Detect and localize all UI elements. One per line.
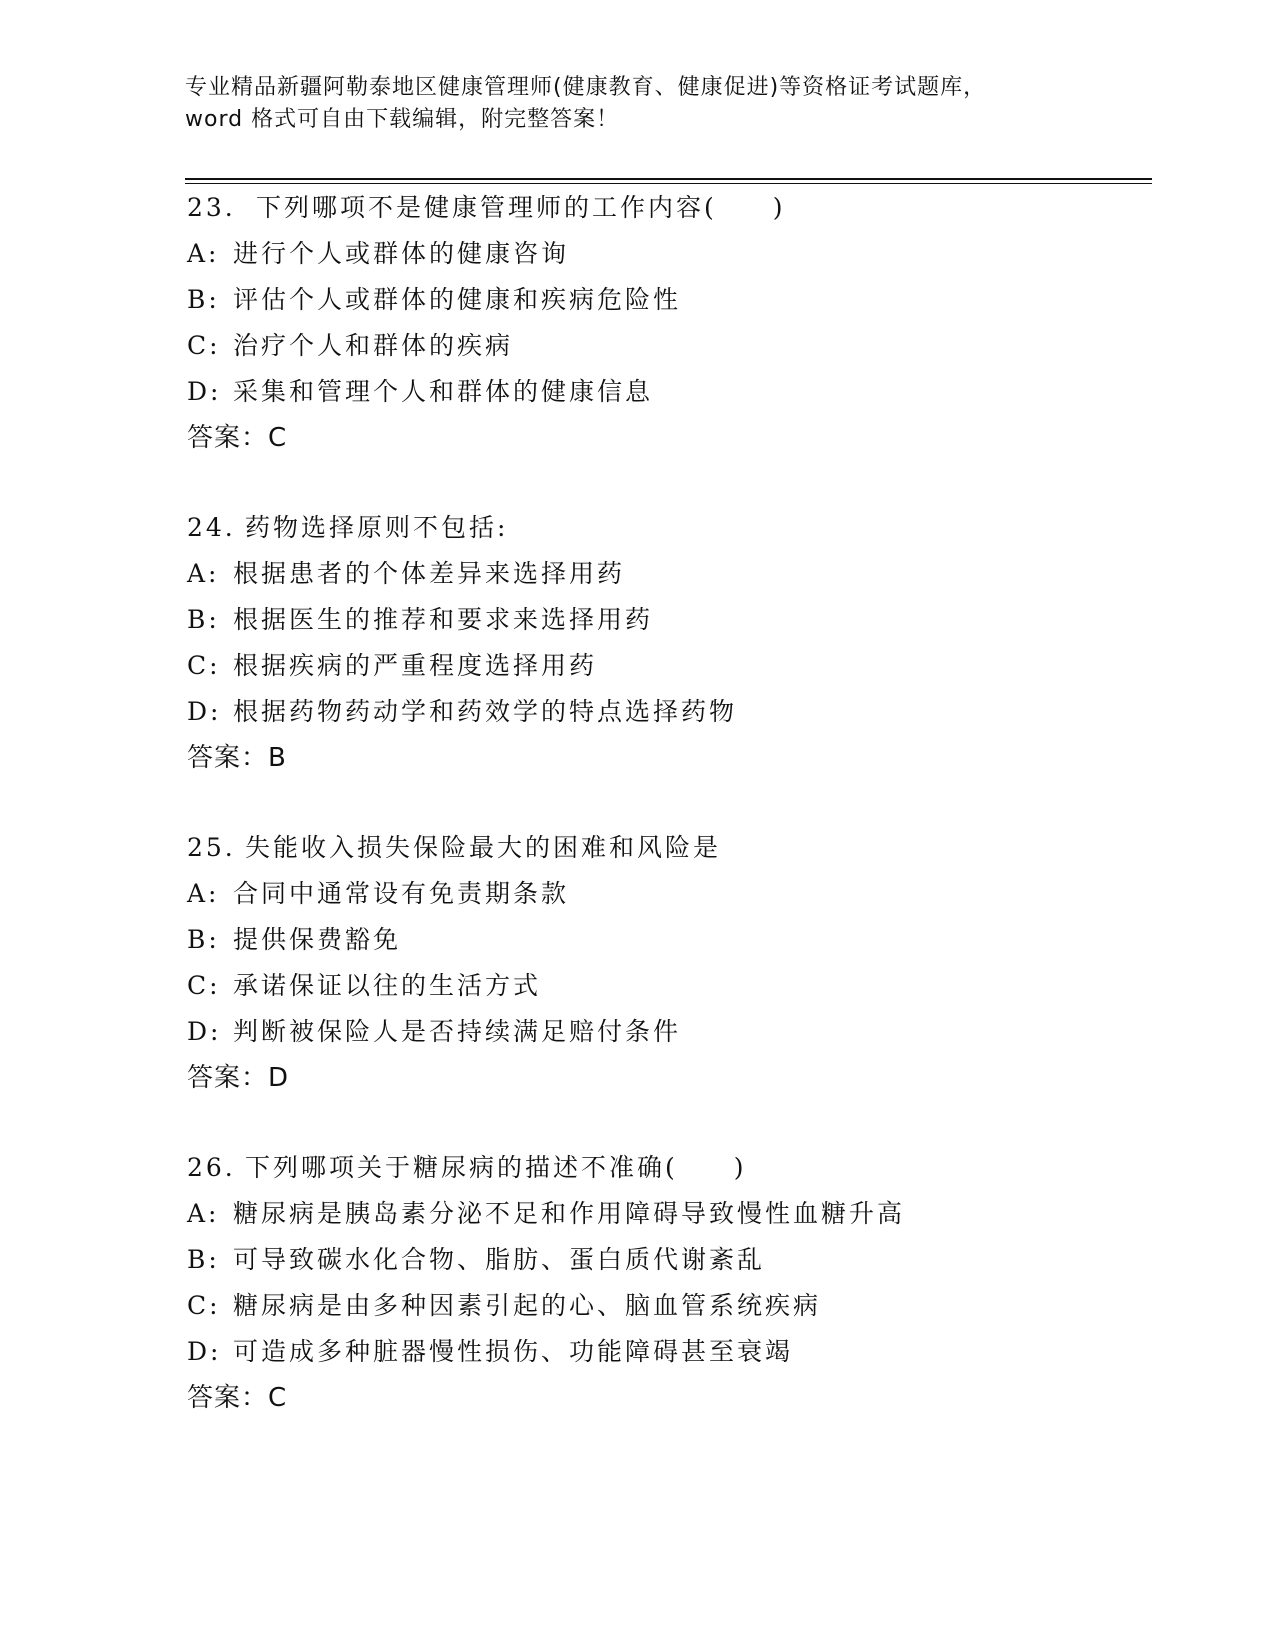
option-text: 提供保费豁免	[233, 925, 402, 954]
option-a	[187, 1191, 1147, 1237]
question-number: 23.	[187, 193, 236, 222]
header-divider-thick	[185, 178, 1152, 180]
option-text: 根据疾病的严重程度选择用药	[233, 651, 598, 680]
question-25	[187, 825, 1147, 1101]
option-d	[187, 1009, 1147, 1055]
option-c	[187, 643, 1147, 689]
question-text: 下列哪项关于糖尿病的描述不准确( )	[245, 1153, 747, 1182]
option-d	[187, 1329, 1147, 1375]
option-letter: A:	[187, 559, 220, 588]
option-a	[187, 551, 1147, 597]
question-text: 失能收入损失保险最大的困难和风险是	[245, 833, 722, 862]
option-text: 判断被保险人是否持续满足赔付条件	[233, 1017, 682, 1046]
header-line-1: 专业精品新疆阿勒泰地区健康管理师(健康教育、健康促进)等资格证考试题库，	[185, 75, 987, 100]
option-text: 合同中通常设有免责期条款	[233, 879, 570, 908]
option-d	[187, 689, 1147, 735]
answer-line: 答案：C	[187, 423, 288, 453]
option-c	[187, 963, 1147, 1009]
question-26	[187, 1145, 1147, 1421]
option-letter: B:	[187, 925, 220, 954]
header-divider-thin	[185, 183, 1152, 184]
option-b	[187, 277, 1147, 323]
question-text: 下列哪项不是健康管理师的工作内容( )	[245, 193, 786, 222]
option-text: 糖尿病是胰岛素分泌不足和作用障碍导致慢性血糖升高	[233, 1199, 906, 1228]
option-b	[187, 597, 1147, 643]
option-letter: A:	[187, 879, 220, 908]
question-stem	[187, 505, 1147, 551]
option-d	[187, 369, 1147, 415]
document-header	[185, 72, 1085, 136]
question-number: 25.	[187, 833, 236, 862]
question-stem	[187, 185, 1147, 231]
question-stem	[187, 1145, 1147, 1191]
option-c	[187, 1283, 1147, 1329]
option-letter: C:	[187, 651, 221, 680]
option-text: 承诺保证以往的生活方式	[233, 971, 542, 1000]
option-text: 根据患者的个体差异来选择用药	[233, 559, 626, 588]
option-letter: C:	[187, 331, 221, 360]
option-text: 根据医生的推荐和要求来选择用药	[233, 605, 654, 634]
option-text: 评估个人或群体的健康和疾病危险性	[233, 285, 682, 314]
option-a	[187, 231, 1147, 277]
option-text: 可导致碳水化合物、脂肪、蛋白质代谢紊乱	[233, 1245, 766, 1274]
option-letter: A:	[187, 1199, 220, 1228]
question-stem	[187, 825, 1147, 871]
answer-line: 答案：C	[187, 1383, 288, 1413]
question-number: 24.	[187, 513, 236, 542]
option-text: 糖尿病是由多种因素引起的心、脑血管系统疾病	[233, 1291, 822, 1320]
option-letter: A:	[187, 239, 220, 268]
header-line-2: word 格式可自由下载编辑，附完整答案！	[185, 107, 620, 132]
option-letter: D:	[187, 1337, 222, 1366]
question-24	[187, 505, 1147, 781]
option-letter: D:	[187, 697, 222, 726]
option-text: 根据药物药动学和药效学的特点选择药物	[233, 697, 738, 726]
answer-line: 答案：B	[187, 743, 287, 773]
question-text: 药物选择原则不包括:	[245, 513, 509, 542]
option-text: 采集和管理个人和群体的健康信息	[233, 377, 654, 406]
option-text: 可造成多种脏器慢性损伤、功能障碍甚至衰竭	[233, 1337, 794, 1366]
option-b	[187, 1237, 1147, 1283]
option-text: 进行个人或群体的健康咨询	[233, 239, 570, 268]
question-number: 26.	[187, 1153, 236, 1182]
option-letter: B:	[187, 285, 220, 314]
option-letter: B:	[187, 605, 220, 634]
option-letter: B:	[187, 1245, 220, 1274]
question-23	[187, 185, 1147, 461]
option-b	[187, 917, 1147, 963]
option-text: 治疗个人和群体的疾病	[233, 331, 514, 360]
option-a	[187, 871, 1147, 917]
option-letter: D:	[187, 1017, 222, 1046]
answer-line: 答案：D	[187, 1063, 290, 1093]
option-letter: C:	[187, 1291, 221, 1320]
option-c	[187, 323, 1147, 369]
option-letter: D:	[187, 377, 222, 406]
option-letter: C:	[187, 971, 221, 1000]
